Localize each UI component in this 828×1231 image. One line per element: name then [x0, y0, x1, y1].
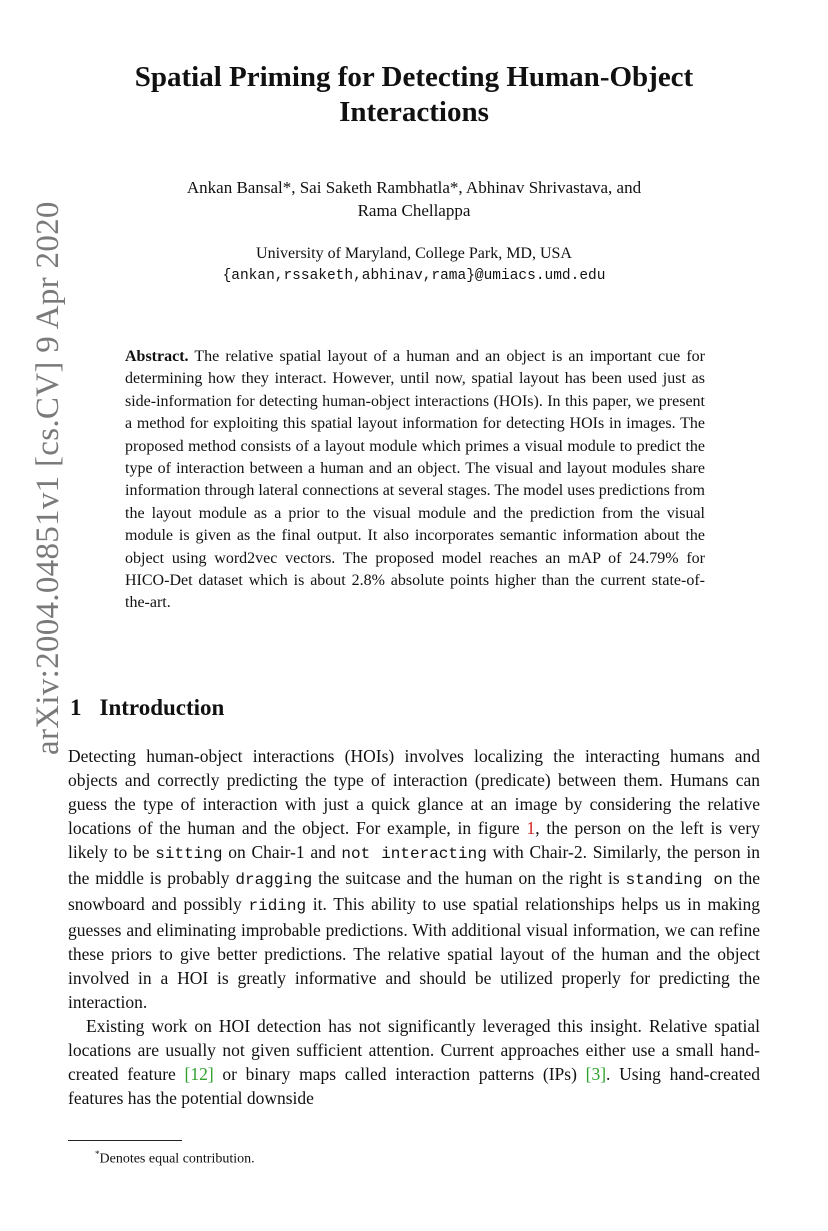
- paragraph-text: or binary maps called interaction patterns (IPs): [213, 1064, 586, 1084]
- paragraph-text: the suitcase and the human on the right is: [312, 868, 626, 888]
- introduction-body: [68, 744, 760, 1110]
- paragraph-text: Detecting human-object interactions (HOIs) involves localizing the interacting humans and objects and correctly predicting the type of interaction (predicate) between them. Humans can guess the type of interaction with just a quick glance at an image by considering the relative locations of the human and the object. For example, in figure: [68, 746, 760, 838]
- arxiv-identifier-stamp: arXiv:2004.04851v1 [cs.CV] 9 Apr 2020: [30, 201, 66, 755]
- paragraph-1: [68, 744, 760, 1014]
- paragraph-text: , the person on the left is very likely to be: [68, 818, 760, 862]
- predicate-sitting: sitting: [155, 845, 223, 863]
- section-heading-introduction: [70, 695, 224, 721]
- paragraph-text: . Using hand-created features has the potential downside: [68, 1064, 760, 1108]
- paragraph-text: the snowboard and possibly: [68, 868, 760, 914]
- paragraph-text: it. This ability to use spatial relationships helps us in making guesses and eliminating improbable predictions. With additional visual information, we can refine these priors to give better predictions. The relative spatial layout of the human and the object involved in a HOI is greatly informative and should be utilized properly for predicting the interaction.: [68, 894, 760, 1012]
- paragraph-2: [68, 1014, 760, 1110]
- footnote-mark: *: [95, 1149, 100, 1159]
- predicate-dragging: dragging: [235, 871, 313, 889]
- paragraph-text: on Chair-1 and: [222, 842, 342, 862]
- abstract: [125, 346, 705, 615]
- predicate-standing-on: standing on: [625, 871, 733, 889]
- figure-reference-link[interactable]: 1: [526, 818, 536, 838]
- citation-link-12[interactable]: [12]: [184, 1064, 214, 1084]
- predicate-riding: riding: [248, 897, 307, 915]
- abstract-text: The relative spatial layout of a human and an object is an important cue for determining how they interact. However, until now, spatial layout has been used just as side-information for detecting human-object interactions (HOIs). In this paper, we present a method for exploiting this spatial layout information for detecting HOIs in images. The proposed method consists of a layout module which primes a visual module to predict the type of interaction between a human and an object. The visual and layout modules share information through lateral connections at several stages. The model uses predictions from the layout module as a prior to the visual module and the prediction from the visual module is given as the final output. It also incorporates semantic information about the object using word2vec vectors. The proposed model reaches an mAP of 24.79% for HICO-Det dataset which is about 2.8% absolute points higher than the current state-of-the-art.: [125, 348, 706, 612]
- affiliation: University of Maryland, College Park, MD, USA: [256, 245, 572, 262]
- paragraph-text: Existing work on HOI detection has not significantly leveraged this insight. Relative spatial locations are usually not given sufficient attention. Current approaches either use a small hand-created feature: [68, 1016, 760, 1084]
- citation-link-3[interactable]: [3]: [585, 1064, 607, 1084]
- affiliation-block: [80, 243, 748, 287]
- authors-line-2: Rama Chellappa: [357, 201, 471, 220]
- author-emails: {ankan,rssaketh,abhinav,rama}@umiacs.umd.edu: [222, 268, 606, 284]
- title-line-2: Interactions: [339, 96, 489, 128]
- author-list: [80, 176, 748, 222]
- footnote: [95, 1149, 255, 1168]
- predicate-not-interacting: not interacting: [341, 845, 487, 863]
- authors-line-1: Ankan Bansal*, Sai Saketh Rambhatla*, Abhinav Shrivastava, and: [186, 178, 642, 197]
- abstract-label: Abstract.: [125, 348, 189, 365]
- section-title: Introduction: [99, 695, 225, 720]
- section-number: 1: [70, 695, 82, 720]
- paper-title: [80, 60, 748, 130]
- footnote-rule: [68, 1140, 182, 1141]
- paragraph-text: with Chair-2. Similarly, the person in the middle is probably: [68, 842, 761, 888]
- title-line-1: Spatial Priming for Detecting Human-Object: [134, 61, 694, 93]
- footnote-text: Denotes equal contribution.: [99, 1151, 255, 1167]
